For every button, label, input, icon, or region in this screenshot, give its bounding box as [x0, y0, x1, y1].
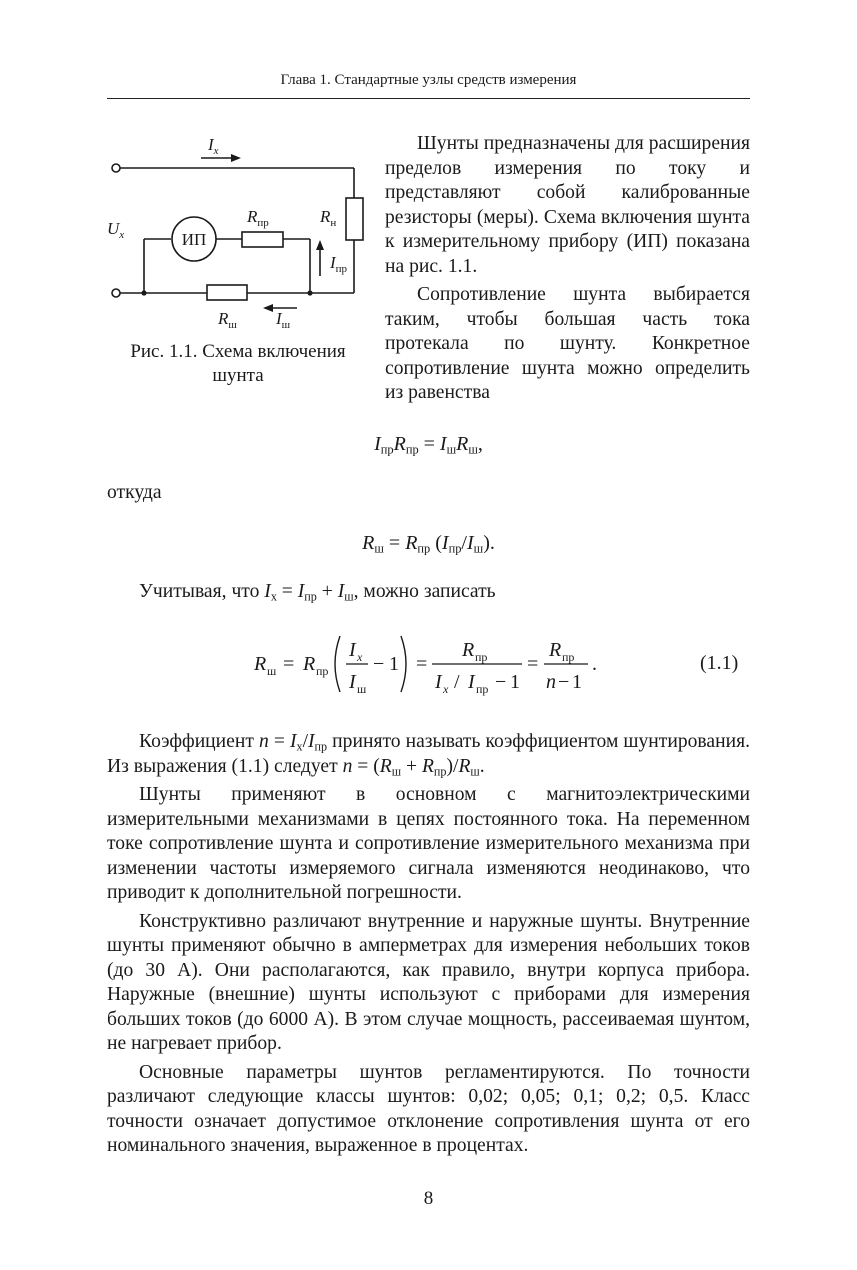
- equation-shunt: $R_ш = R_{пр}$ $(I_{пр}/I_ш)$.: [362, 532, 495, 556]
- label-rsh: $R_ш$: [218, 309, 237, 331]
- label-ish: $I_ш$: [276, 309, 291, 331]
- paragraph-parameters: Основные параметры шунтов регламентируются. По точности различают следующие классы шунтов: 0,02; 0,05; 0,1; 0,2; 0,5. Класс точности означает допустимое отклонение сопротивления шунта от его номинального значения, выраженное в процентах.: [107, 1061, 750, 1156]
- terminal-bottom: [112, 289, 120, 297]
- equation-number: (1.1): [700, 652, 739, 674]
- word-otkuda: откуда: [107, 482, 162, 503]
- svg-text:x: x: [443, 682, 449, 696]
- intro-paragraph-2: Сопротивление шунта выбирается таким, чтобы большая часть тока протекала по шунту. Конкретное сопротивление шунта можно определить из равенства: [385, 284, 750, 403]
- svg-text:R: R: [303, 653, 316, 675]
- intro-column: [385, 132, 750, 406]
- running-header: Глава 1. Стандартные узлы средств измерения: [280, 72, 577, 88]
- svg-text:−: −: [558, 671, 570, 693]
- svg-text:−: −: [373, 653, 385, 675]
- considering-line: Учитывая, что $I_x = I_{пр} + I_ш$, можно записать: [139, 581, 496, 604]
- intro-paragraph-1: Шунты предназначены для расширения пределов измерения по току и представляют собой калиброванные резисторы (меры). Схема включения шунта к измерительному прибору (ИП) показана на рис. 1.1.: [385, 133, 750, 277]
- svg-text:пр: пр: [562, 650, 575, 664]
- svg-text:=: =: [527, 653, 539, 675]
- svg-text:1: 1: [389, 653, 399, 675]
- svg-text:пр: пр: [475, 650, 488, 664]
- meter-resistor: [242, 232, 283, 247]
- svg-text:I: I: [349, 671, 356, 693]
- svg-text:I: I: [435, 671, 442, 693]
- arrow-ix-head: [231, 154, 241, 162]
- equation-equality: $I_{пр}R_{пр} = I_шR_ш$,: [374, 433, 483, 457]
- arrow-ish-head: [263, 304, 273, 312]
- svg-text:I: I: [468, 671, 475, 693]
- paragraph-coefficient: Коэффициент $n = I_x/I_{пр}$ принято называть коэффициентом шунтирования. Из выражения (1.1) следует $n = (R_ш + R_{пр})/R_ш$.: [107, 731, 750, 779]
- svg-text:R: R: [254, 653, 267, 675]
- svg-text:R: R: [549, 639, 562, 661]
- svg-text:пр: пр: [476, 682, 489, 696]
- junction-left: [141, 290, 146, 295]
- figure-caption: [112, 340, 364, 388]
- terminal-top: [112, 164, 120, 172]
- svg-text:1: 1: [572, 671, 582, 693]
- shunt-resistor: [207, 285, 247, 300]
- label-ix: $I_x$: [208, 135, 219, 157]
- svg-text:n: n: [546, 671, 556, 693]
- svg-text:пр: пр: [316, 664, 329, 678]
- label-ipr: $I_{пр}$: [330, 253, 348, 275]
- svg-text:=: =: [283, 653, 295, 675]
- svg-text:/: /: [454, 671, 460, 693]
- page-number: 8: [423, 1188, 434, 1209]
- svg-text:=: =: [416, 653, 428, 675]
- header-rule: [107, 98, 750, 99]
- caption-line-1: Рис. 1.1. Схема включения: [130, 341, 346, 362]
- svg-text:−: −: [495, 671, 507, 693]
- main-text: [107, 730, 750, 1163]
- paragraph-construction: Конструктивно различают внутренние и наружные шунты. Внутренние шунты применяют обычно в амперметрах для измерения небольших токов (до 30 А). Они располагаются, как правило, внутри корпуса прибора. Наружные (внешние) шунты используют с приборами для измерения больших токов (до 6000 А). В этом случае мощность, рассеиваемая шунтом, не нагревает прибор.: [107, 910, 750, 1054]
- arrow-ipr-head: [316, 240, 324, 250]
- svg-text:.: .: [592, 653, 597, 675]
- label-ux: $U_x$: [107, 219, 125, 241]
- junction-right: [307, 290, 312, 295]
- caption-line-2: шунта: [212, 365, 264, 386]
- svg-text:I: I: [349, 639, 356, 661]
- equation-1-1: [252, 628, 602, 698]
- svg-text:R: R: [462, 639, 475, 661]
- svg-text:ш: ш: [267, 664, 277, 678]
- svg-text:1: 1: [510, 671, 520, 693]
- label-rn: $R_н$: [320, 207, 337, 229]
- svg-text:x: x: [357, 650, 363, 664]
- meter-label: ИП: [181, 230, 207, 249]
- paragraph-application: Шунты применяют в основном с магнитоэлектрическими измерительными механизмами в цепях постоянного тока. На переменном токе сопротивление шунта и сопротивление измерительного механизма при изменении частоты измеряемого сигнала изменяются неодинаково, что приводит к дополнительной погрешности.: [107, 784, 750, 903]
- label-rpr: $R_{пр}$: [247, 207, 269, 229]
- shunt-circuit-diagram: [104, 128, 376, 338]
- load-resistor: [346, 198, 363, 240]
- svg-text:ш: ш: [357, 682, 367, 696]
